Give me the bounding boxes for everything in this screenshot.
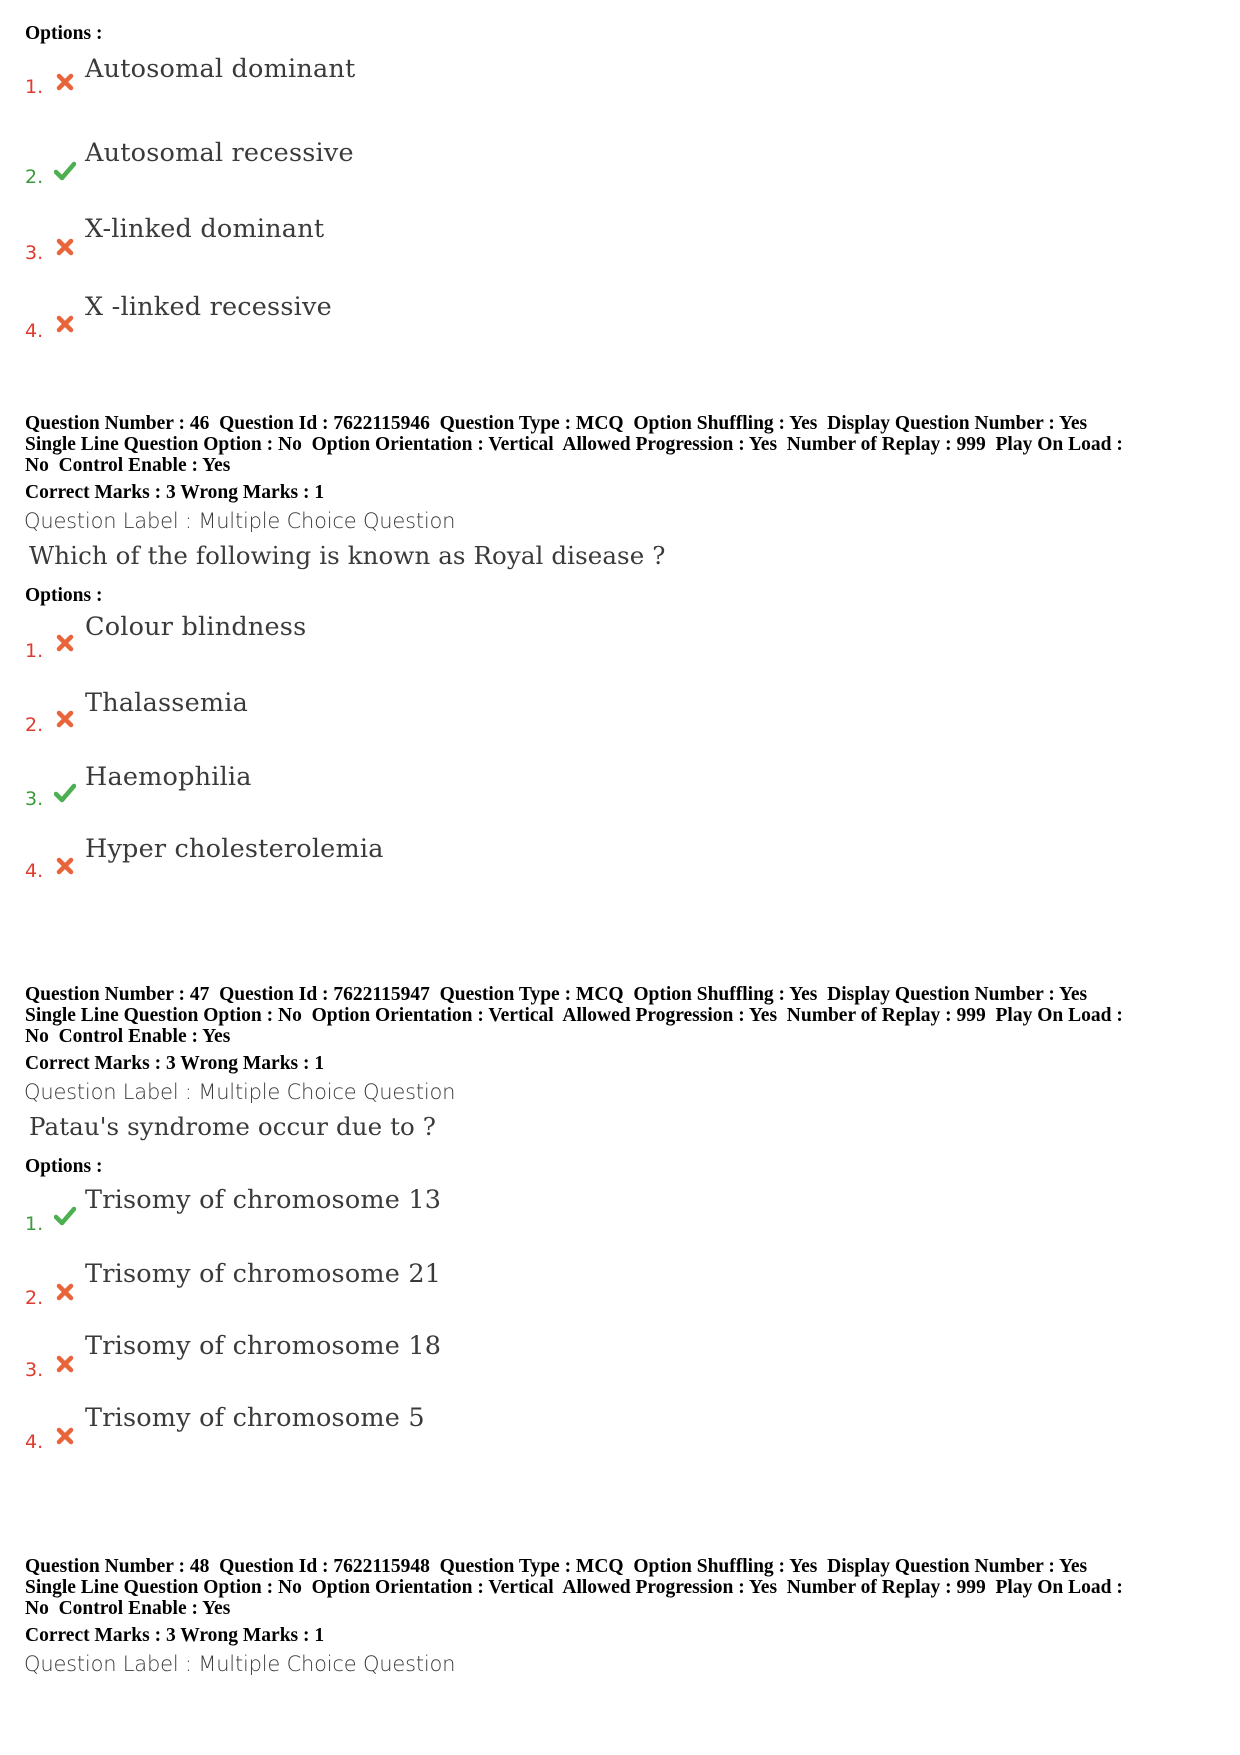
option-item xyxy=(25,834,1225,930)
option-text: X -linked recessive xyxy=(85,292,332,322)
options-list xyxy=(25,610,1225,930)
option-item xyxy=(25,610,1225,690)
option-number: 2. xyxy=(25,1287,44,1309)
option-item xyxy=(25,132,1225,212)
question-label: Question Label : Multiple Choice Question xyxy=(24,509,456,533)
cross-icon xyxy=(54,236,76,258)
options-heading: Options : xyxy=(25,1156,103,1177)
option-number: 1. xyxy=(25,76,44,98)
option-number: 1. xyxy=(25,640,44,662)
check-icon xyxy=(54,1205,76,1227)
option-text: Trisomy of chromosome 21 xyxy=(85,1259,442,1289)
option-number: 3. xyxy=(25,788,44,810)
cross-icon xyxy=(54,632,76,654)
option-item xyxy=(25,212,1225,292)
cross-icon xyxy=(54,71,76,93)
options-list xyxy=(25,52,1225,372)
document-page xyxy=(24,22,1225,1676)
option-text: Trisomy of chromosome 5 xyxy=(85,1403,425,1433)
question-label: Question Label : Multiple Choice Question xyxy=(24,1080,456,1104)
option-text: Hyper cholesterolemia xyxy=(85,834,384,864)
options-heading: Options : xyxy=(25,585,103,606)
question-text: Patau's syndrome occur due to ? xyxy=(29,1112,437,1141)
option-number: 3. xyxy=(25,242,44,264)
cross-icon xyxy=(54,1353,76,1375)
option-item xyxy=(25,1181,1225,1261)
cross-icon xyxy=(54,855,76,877)
option-item xyxy=(25,52,1225,132)
cross-icon xyxy=(54,1281,76,1303)
option-text: Trisomy of chromosome 13 xyxy=(85,1185,442,1215)
question-45-options xyxy=(25,22,1225,372)
question-label: Question Label : Multiple Choice Question xyxy=(24,1652,456,1676)
marks-line: Correct Marks : 3 Wrong Marks : 1 xyxy=(25,1053,325,1074)
option-text: Colour blindness xyxy=(85,612,307,642)
option-number: 2. xyxy=(25,714,44,736)
question-47 xyxy=(25,984,1225,1501)
cross-icon xyxy=(54,1425,76,1447)
check-icon xyxy=(54,160,76,182)
question-46 xyxy=(25,413,1225,930)
option-text: Autosomal dominant xyxy=(85,54,356,84)
question-meta: Question Number : 48 Question Id : 7622115948 Question Type : MCQ Option Shuffling : Yes Display Question Number : Yes Single Line Question Option : No Option Orientation : Vertical Allowed Progression : Yes Number of Replay : 999 Play On Load : No Control Enable : Yes xyxy=(25,1556,1123,1619)
option-number: 3. xyxy=(25,1359,44,1381)
question-48 xyxy=(25,1556,1225,1676)
options-heading: Options : xyxy=(25,23,103,44)
option-number: 4. xyxy=(25,860,44,882)
option-text: X-linked dominant xyxy=(85,214,325,244)
marks-line: Correct Marks : 3 Wrong Marks : 1 xyxy=(25,482,325,503)
option-item xyxy=(25,292,1225,372)
option-item xyxy=(25,690,1225,770)
option-text: Thalassemia xyxy=(85,688,248,718)
marks-line: Correct Marks : 3 Wrong Marks : 1 xyxy=(25,1625,325,1646)
options-list xyxy=(25,1181,1225,1501)
option-text: Haemophilia xyxy=(85,762,252,792)
option-number: 2. xyxy=(25,166,44,188)
check-icon xyxy=(54,782,76,804)
option-item xyxy=(25,1403,1225,1501)
option-text: Trisomy of chromosome 18 xyxy=(85,1331,442,1361)
option-item xyxy=(25,1261,1225,1341)
cross-icon xyxy=(54,708,76,730)
option-number: 1. xyxy=(25,1213,44,1235)
option-text: Autosomal recessive xyxy=(85,138,354,168)
question-meta: Question Number : 47 Question Id : 7622115947 Question Type : MCQ Option Shuffling : Yes Display Question Number : Yes Single Line Question Option : No Option Orientation : Vertical Allowed Progression : Yes Number of Replay : 999 Play On Load : No Control Enable : Yes xyxy=(25,984,1123,1047)
cross-icon xyxy=(54,313,76,335)
question-meta: Question Number : 46 Question Id : 7622115946 Question Type : MCQ Option Shuffling : Yes Display Question Number : Yes Single Line Question Option : No Option Orientation : Vertical Allowed Progression : Yes Number of Replay : 999 Play On Load : No Control Enable : Yes xyxy=(25,413,1123,476)
question-text: Which of the following is known as Royal disease ? xyxy=(29,541,666,570)
option-number: 4. xyxy=(25,1431,44,1453)
option-number: 4. xyxy=(25,320,44,342)
